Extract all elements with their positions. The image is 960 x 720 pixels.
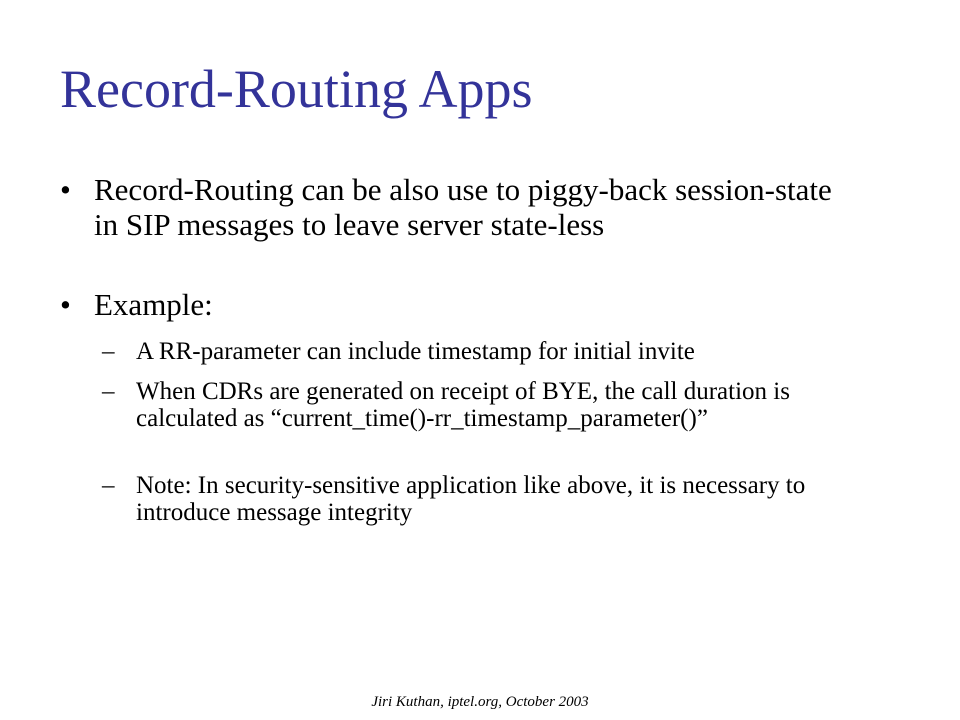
sub-bullet-marker: –: [102, 472, 115, 499]
slide-title: Record-Routing Apps: [60, 59, 533, 119]
slide-footer: Jiri Kuthan, iptel.org, October 2003: [371, 694, 589, 710]
sub-bullet-text: When CDRs are generated on receipt of BYE, the call duration is calculated as “current_time()-rr_timestamp_parameter()”: [136, 378, 790, 432]
bullet-text: Record-Routing can be also use to piggy-back session-state in SIP messages to leave server state-less: [94, 172, 832, 242]
bullet-marker: •: [60, 172, 71, 207]
sub-bullet-text: A RR-parameter can include timestamp for initial invite: [136, 338, 695, 365]
bullet-marker: •: [60, 287, 71, 322]
bullet-text: Example:: [94, 287, 213, 322]
sub-bullet-text: Note: In security-sensitive application like above, it is necessary to introduce message integrity: [136, 472, 806, 526]
sub-bullet-marker: –: [102, 338, 115, 365]
sub-bullet-marker: –: [102, 378, 115, 405]
